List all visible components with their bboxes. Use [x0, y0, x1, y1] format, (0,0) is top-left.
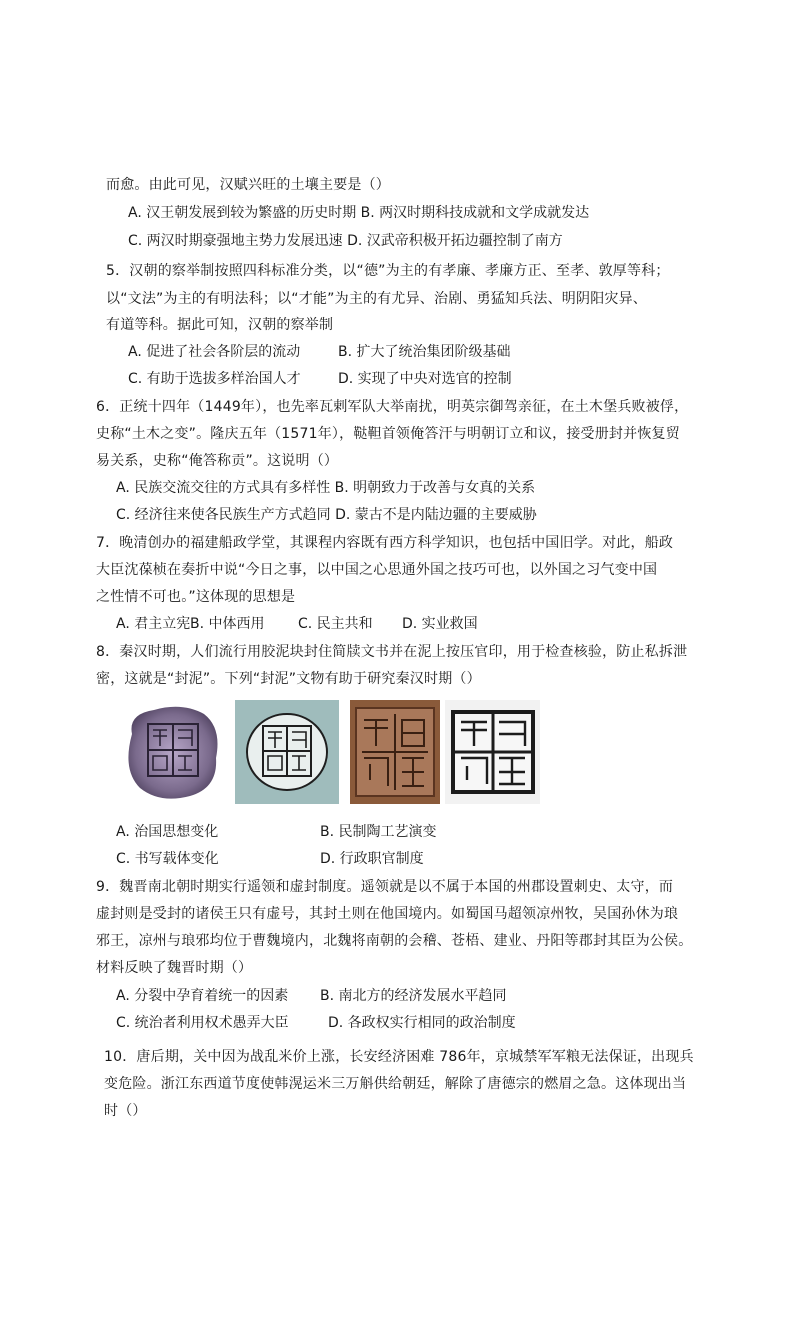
q6-options-ab[interactable]: A. 民族交流交往的方式具有多样性 B. 明朝致力于改善与女真的关系	[116, 480, 536, 496]
q7-stem-line1: 7．晚清创办的福建船政学堂，其课程内容既有西方科学知识，也包括中国旧学。对此，船政	[96, 535, 674, 551]
q8-stem-line1: 8．秦汉时期，人们流行用胶泥块封住简牍文书并在泥上按压官印，用于检查核验，防止私拆泄	[96, 644, 688, 660]
q8-option-a[interactable]: A. 治国思想变化	[116, 824, 219, 840]
q7-option-b[interactable]: B. 中体西用	[190, 616, 265, 632]
q5-stem-line2: 以“文法”为主的有明法科；以“才能”为主的有尤异、治剧、勇猛知兵法、明阴阳灾异、	[106, 291, 648, 307]
q10-stem-line1: 10．唐后期，关中因为战乱米价上涨，长安经济困难 786年，京城禁军军粮无法保证，出现兵	[104, 1049, 694, 1065]
q9-option-b[interactable]: B. 南北方的经济发展水平趋同	[320, 988, 507, 1004]
q4-options-cd[interactable]: C. 两汉时期豪强地主势力发展迅速 D. 汉武帝积极开拓边疆控制了南方	[128, 233, 563, 249]
clay-seal-image-1	[120, 700, 224, 804]
q7-option-c[interactable]: C. 民主共和	[298, 616, 373, 632]
q6-stem-line1: 6．正统十四年（1449年），也先率瓦剌军队大举南扰，明英宗御驾亲征，在土木堡兵败被俘，	[96, 399, 689, 415]
q10-stem-line2: 变危险。浙江东西道节度使韩滉运米三万斛供给朝廷，解除了唐德宗的燃眉之急。这体现出当	[104, 1076, 687, 1092]
q9-stem-line1: 9．魏晋南北朝时期实行遥领和虚封制度。遥领就是以不属于本国的州郡设置刺史、太守，而	[96, 879, 674, 895]
clay-seal-image-4	[445, 700, 540, 804]
q5-stem-line3: 有道等科。据此可知，汉朝的察举制	[106, 317, 334, 333]
q5-option-a[interactable]: A. 促进了社会各阶层的流动	[128, 344, 301, 360]
q6-options-cd[interactable]: C. 经济往来使各民族生产方式趋同 D. 蒙古不是内陆边疆的主要威胁	[116, 507, 537, 523]
q9-stem-line3: 邪王，凉州与琅邪均位于曹魏境内，北魏将南朝的会稽、苍梧、建业、丹阳等郡封其臣为公侯。	[96, 933, 693, 949]
q4-options-ab[interactable]: A. 汉王朝发展到较为繁盛的历史时期 B. 两汉时期科技成就和文学成就发达	[128, 205, 590, 221]
q9-option-a[interactable]: A. 分裂中孕育着统一的因素	[116, 988, 289, 1004]
q9-stem-line2: 虚封则是受封的诸侯王只有虚号，其封土则在他国境内。如蜀国马超领凉州牧，吴国孙休为琅	[96, 906, 679, 922]
q7-stem-line2: 大臣沈葆桢在奏折中说“今日之事，以中国之心思通外国之技巧可也，以外国之习气变中国	[96, 562, 658, 578]
q8-option-d[interactable]: D. 行政职官制度	[320, 851, 424, 867]
q8-stem-line2: 密，这就是“封泥”。下列“封泥”文物有助于研究秦汉时期（）	[96, 671, 481, 687]
q5-stem-line1: 5．汉朝的察举制按照四科标准分类，以“德”为主的有孝廉、孝廉方正、至孝、敦厚等科；	[106, 263, 670, 279]
q9-option-d[interactable]: D. 各政权实行相同的政治制度	[328, 1015, 516, 1031]
clay-seals-figure	[120, 700, 540, 804]
q8-option-b[interactable]: B. 民制陶工艺演变	[320, 824, 437, 840]
q6-stem-line3: 易关系，史称“俺答称贡”。这说明（）	[96, 453, 339, 469]
q5-option-c[interactable]: C. 有助于选拔多样治国人才	[128, 371, 301, 387]
q7-stem-line3: 之性情不可也。”这体现的思想是	[96, 589, 296, 605]
q5-option-b[interactable]: B. 扩大了统治集团阶级基础	[338, 344, 511, 360]
q9-stem-line4: 材料反映了魏晋时期（）	[96, 960, 253, 976]
q5-option-d[interactable]: D. 实现了中央对选官的控制	[338, 371, 512, 387]
q6-stem-line2: 史称“土木之变”。隆庆五年（1571年），鞑靼首领俺答汗与明朝订立和议，接受册封并恢复贸	[96, 426, 680, 442]
q4-stem-tail: 而愈。由此可见，汉赋兴旺的土壤主要是（）	[106, 177, 390, 193]
q8-option-c[interactable]: C. 书写载体变化	[116, 851, 219, 867]
q10-stem-line3: 时（）	[104, 1103, 147, 1119]
clay-seal-image-3	[350, 700, 440, 804]
clay-seal-image-2	[235, 700, 339, 804]
q7-option-a[interactable]: A. 君主立宪	[116, 616, 191, 632]
q7-option-d[interactable]: D. 实业救国	[402, 616, 478, 632]
q9-option-c[interactable]: C. 统治者利用权术愚弄大臣	[116, 1015, 289, 1031]
